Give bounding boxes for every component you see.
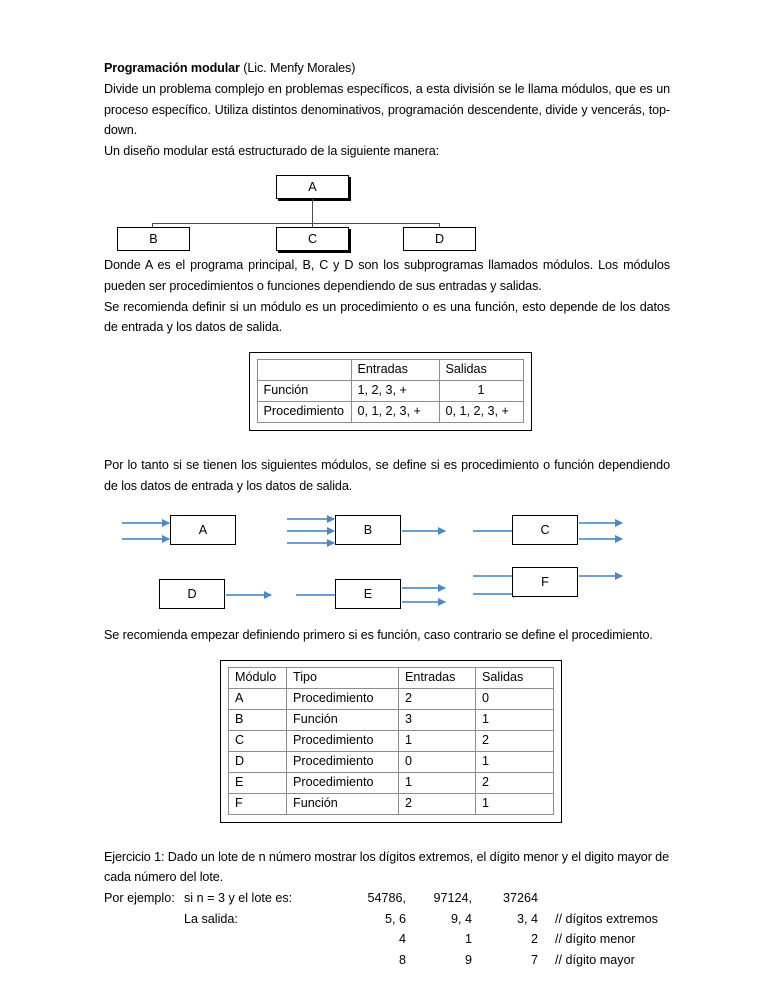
exercise-block xyxy=(104,847,670,971)
table-types-cell-salidas: 1 xyxy=(439,381,523,402)
table-modules-header-1: Tipo xyxy=(287,667,399,688)
module-d-output-arrow-1 xyxy=(226,594,271,596)
table-modules xyxy=(228,667,554,815)
module-a-input-arrow-1 xyxy=(122,522,169,524)
hierarchy-node-c xyxy=(276,227,349,251)
table-modules-cell-salidas: 0 xyxy=(476,688,554,709)
exercise-output-value-2: 1 xyxy=(464,932,472,947)
table-row xyxy=(229,730,554,751)
exercise-input-row xyxy=(104,888,670,909)
exercise-example-label: Por ejemplo: xyxy=(104,891,175,906)
module-box-b xyxy=(335,515,401,545)
hierarchy-connector-bus xyxy=(152,223,440,224)
module-f-output-arrow-1 xyxy=(579,575,622,577)
table-modules-cell-entradas: 1 xyxy=(399,730,476,751)
hierarchy-node-a xyxy=(276,175,349,199)
table-types-header-2: Salidas xyxy=(439,360,523,381)
table-modules-cell-modulo: E xyxy=(229,772,287,793)
exercise-output-value-3: 3, 4 xyxy=(516,911,538,926)
table-types-cell-salidas: 0, 1, 2, 3, + xyxy=(439,402,523,423)
table-modules-cell-tipo: Función xyxy=(287,793,399,814)
table-row xyxy=(257,402,523,423)
table-modules-cell-modulo: D xyxy=(229,751,287,772)
table-modules-cell-entradas: 0 xyxy=(399,751,476,772)
table-row xyxy=(229,793,554,814)
table-modules-header-0: Módulo xyxy=(229,667,287,688)
table-types-cell-entradas: 1, 2, 3, + xyxy=(351,381,439,402)
table-modules-cell-entradas: 1 xyxy=(399,772,476,793)
exercise-output-value-2: 9 xyxy=(464,952,472,967)
exercise-output-comment: // dígito mayor xyxy=(555,952,635,967)
table-modules-cell-modulo: A xyxy=(229,688,287,709)
table-types-header-0 xyxy=(257,360,351,381)
table-modules-cell-entradas: 2 xyxy=(399,688,476,709)
table-modules-cell-salidas: 2 xyxy=(476,772,554,793)
table-modules-cell-modulo: B xyxy=(229,709,287,730)
exercise-output-label: La salida: xyxy=(184,911,238,926)
table-row xyxy=(229,751,554,772)
table-types-container xyxy=(104,352,670,436)
table-types-cell-entradas: 0, 1, 2, 3, + xyxy=(351,402,439,423)
table-modules-cell-salidas: 1 xyxy=(476,709,554,730)
module-b-input-arrow-3 xyxy=(287,542,334,544)
document-title: Programación modular xyxy=(104,61,240,75)
table-row xyxy=(229,709,554,730)
module-f-label: F xyxy=(541,574,549,589)
exercise-input-value-3: 37264 xyxy=(502,891,538,906)
exercise-output-row xyxy=(104,909,670,930)
document-author: (Lic. Menfy Morales) xyxy=(239,61,356,75)
module-e-output-arrow-2 xyxy=(402,601,445,603)
module-c-output-arrow-1 xyxy=(579,522,622,524)
module-e-label: E xyxy=(363,586,373,601)
table-modules-cell-entradas: 2 xyxy=(399,793,476,814)
paragraph-4: Se recomienda definir si un módulo es un procedimiento o es una función, esto depende de los datos de entrada y los datos de salida. xyxy=(104,299,670,335)
module-e-output-arrow-1 xyxy=(402,587,445,589)
hierarchy-node-b xyxy=(117,227,190,251)
table-modules-cell-tipo: Función xyxy=(287,709,399,730)
table-modules-cell-salidas: 1 xyxy=(476,793,554,814)
table-modules-cell-modulo: C xyxy=(229,730,287,751)
exercise-statement: Ejercicio 1: Dado un lote de n número mostrar los dígitos extremos, el dígito menor y el digito mayor de cada número del lote. xyxy=(104,849,669,885)
hierarchy-node-d xyxy=(403,227,476,251)
table-row xyxy=(229,772,554,793)
module-a-input-arrow-2 xyxy=(122,538,169,540)
hierarchy-node-d-label: D xyxy=(434,231,445,246)
paragraph-1: Divide un problema complejo en problemas específicos, a esta división se le llama módulos, que es un proceso específico. Utiliza distintos denominativos, programación descendente, divide y vencerás, top-down. xyxy=(104,81,670,138)
exercise-output-value-2: 9, 4 xyxy=(450,911,472,926)
hierarchy-node-b-label: B xyxy=(149,231,158,246)
exercise-output-row xyxy=(104,950,670,971)
paragraph-2: Un diseño modular está estructurado de la siguiente manera: xyxy=(104,144,440,159)
exercise-input-value-2: 97124, xyxy=(433,891,472,906)
exercise-output-value-1: 4 xyxy=(398,932,406,947)
module-box-a xyxy=(170,515,236,545)
exercise-input-value-1: 54786, xyxy=(367,891,406,906)
module-b-input-arrow-1 xyxy=(287,518,334,520)
hierarchy-node-a-label: A xyxy=(308,179,317,194)
table-types-header-1: Entradas xyxy=(351,360,439,381)
paragraph-3: Donde A es el programa principal, B, C y D son los subprogramas llamados módulos. Los módulos pueden ser procedimientos o funciones dependiendo de sus entradas y salidas. xyxy=(104,257,670,293)
table-modules-cell-tipo: Procedimiento xyxy=(287,772,399,793)
table-types-cell-label: Procedimiento xyxy=(257,402,351,423)
table-modules-cell-tipo: Procedimiento xyxy=(287,730,399,751)
table-types xyxy=(257,359,524,423)
hierarchy-connector-stem xyxy=(312,199,313,223)
module-c-output-arrow-2 xyxy=(579,538,622,540)
exercise-output-value-1: 5, 6 xyxy=(384,911,406,926)
module-b-output-arrow-1 xyxy=(402,530,445,532)
module-a-label: A xyxy=(198,522,208,537)
table-modules-header-3: Salidas xyxy=(476,667,554,688)
module-box-c xyxy=(512,515,578,545)
table-modules-cell-modulo: F xyxy=(229,793,287,814)
exercise-output-value-3: 7 xyxy=(530,952,538,967)
exercise-input-label: si n = 3 y el lote es: xyxy=(184,891,293,906)
exercise-output-value-1: 8 xyxy=(398,952,406,967)
table-modules-cell-tipo: Procedimiento xyxy=(287,688,399,709)
module-hierarchy-diagram xyxy=(104,173,670,255)
table-modules-cell-entradas: 3 xyxy=(399,709,476,730)
module-box-f xyxy=(512,567,578,597)
table-modules-frame xyxy=(220,660,562,823)
table-modules-cell-salidas: 1 xyxy=(476,751,554,772)
module-box-e xyxy=(335,579,401,609)
exercise-output-value-3: 2 xyxy=(530,932,538,947)
module-c-label: C xyxy=(540,522,550,537)
table-row xyxy=(257,381,523,402)
module-d-label: D xyxy=(187,586,197,601)
table-row-header xyxy=(229,667,554,688)
table-row xyxy=(229,688,554,709)
hierarchy-node-c-label: C xyxy=(307,231,318,246)
modules-io-diagram xyxy=(104,509,670,625)
document-title-line xyxy=(104,58,670,79)
module-b-label: B xyxy=(363,522,373,537)
table-modules-cell-tipo: Procedimiento xyxy=(287,751,399,772)
paragraph-6: Se recomienda empezar definiendo primero si es función, caso contrario se define el procedimiento. xyxy=(104,627,653,642)
table-modules-cell-salidas: 2 xyxy=(476,730,554,751)
paragraph-5: Por lo tanto si se tienen los siguientes módulos, se define si es procedimiento o función dependiendo de los datos de entrada y los datos de salida. xyxy=(104,458,670,493)
exercise-output-comment: // dígito menor xyxy=(555,932,636,947)
exercise-output-row xyxy=(104,929,670,950)
exercise-output-comment: // dígitos extremos xyxy=(555,911,658,926)
module-b-input-arrow-2 xyxy=(287,530,334,532)
table-modules-container xyxy=(104,660,670,828)
table-types-cell-label: Función xyxy=(257,381,351,402)
table-row-header xyxy=(257,360,523,381)
table-types-frame xyxy=(249,352,532,431)
table-modules-header-2: Entradas xyxy=(399,667,476,688)
module-box-d xyxy=(159,579,225,609)
